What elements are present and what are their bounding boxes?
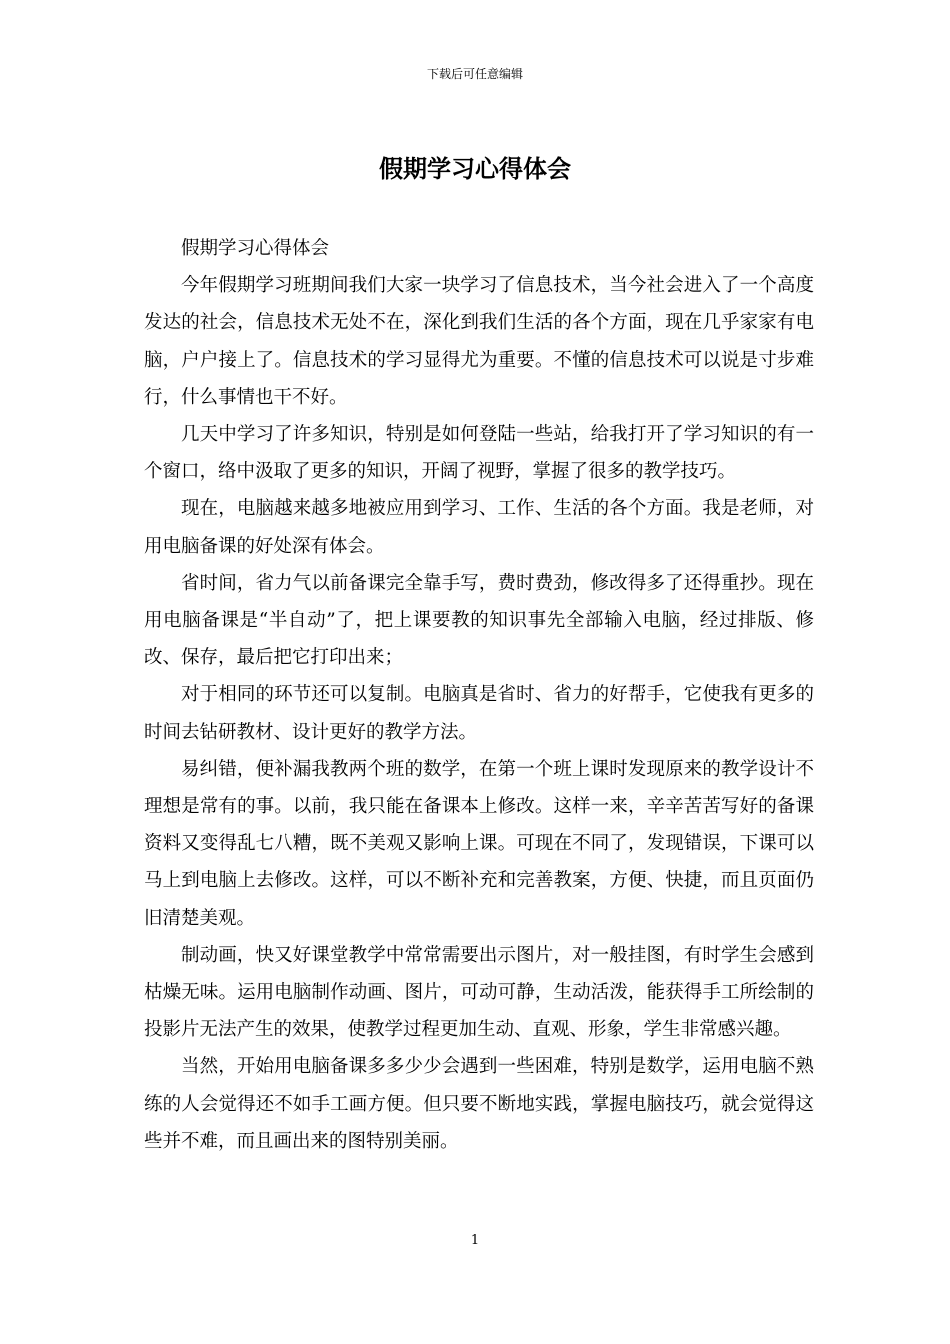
paragraph: 现在，电脑越来越多地被应用到学习、工作、生活的各个方面。我是老师，对用电脑备课的好处深有体会。	[144, 498, 814, 557]
paragraph: 当然，开始用电脑备课多多少少会遇到一些困难，特别是数学，运用电脑不熟练的人会觉得还不如手工画方便。但只要不断地实践，掌握电脑技巧，就会觉得这些并不难，而且画出来的图特别美丽。	[144, 1056, 814, 1152]
paragraph: 制动画，快又好课堂教学中常常需要出示图片，对一般挂图，有时学生会感到枯燥无味。运用电脑制作动画、图片，可动可静，生动活泼，能获得手工所绘制的投影片无法产生的效果，使教学过程更加生动、直观、形象，学生非常感兴趣。	[144, 944, 814, 1041]
paragraph: 今年假期学习班期间我们大家一块学习了信息技术，当今社会进入了一个高度发达的社会，信息技术无处不在，深化到我们生活的各个方面，现在几乎家家有电脑，户户接上了。信息技术的学习显得尤为重要。不懂的信息技术可以说是寸步难行，什么事情也干不好。	[144, 275, 814, 408]
paragraph: 易纠错，便补漏我教两个班的数学，在第一个班上课时发现原来的教学设计不理想是常有的事。以前，我只能在备课本上修改。这样一来，辛辛苦苦写好的备课资料又变得乱七八糟，既不美观又影响上课。可现在不同了，发现错误，下课可以马上到电脑上去修改。这样，可以不断补充和完善教案，方便、快捷，而且页面仍旧清楚美观。	[144, 758, 814, 929]
paragraph-subtitle: 假期学习心得体会	[181, 238, 330, 259]
document-title: 假期学习心得体会	[379, 154, 571, 183]
paragraph: 几天中学习了许多知识，特别是如何登陆一些站，给我打开了学习知识的有一个窗口，络中汲取了更多的知识，开阔了视野，掌握了很多的教学技巧。	[144, 424, 814, 483]
document-body	[144, 230, 814, 1160]
paragraph: 省时间，省力气以前备课完全靠手写，费时费劲，修改得多了还得重抄。现在用电脑备课是“半自动”了，把上课要教的知识事先全部输入电脑，经过排版、修改、保存，最后把它打印出来；	[144, 572, 814, 669]
paragraph: 对于相同的环节还可以复制。电脑真是省时、省力的好帮手，它使我有更多的时间去钻研教材、设计更好的教学方法。	[144, 684, 814, 743]
page-number: 1	[470, 1233, 480, 1248]
page-header-note: 下载后可任意编辑	[426, 67, 523, 81]
